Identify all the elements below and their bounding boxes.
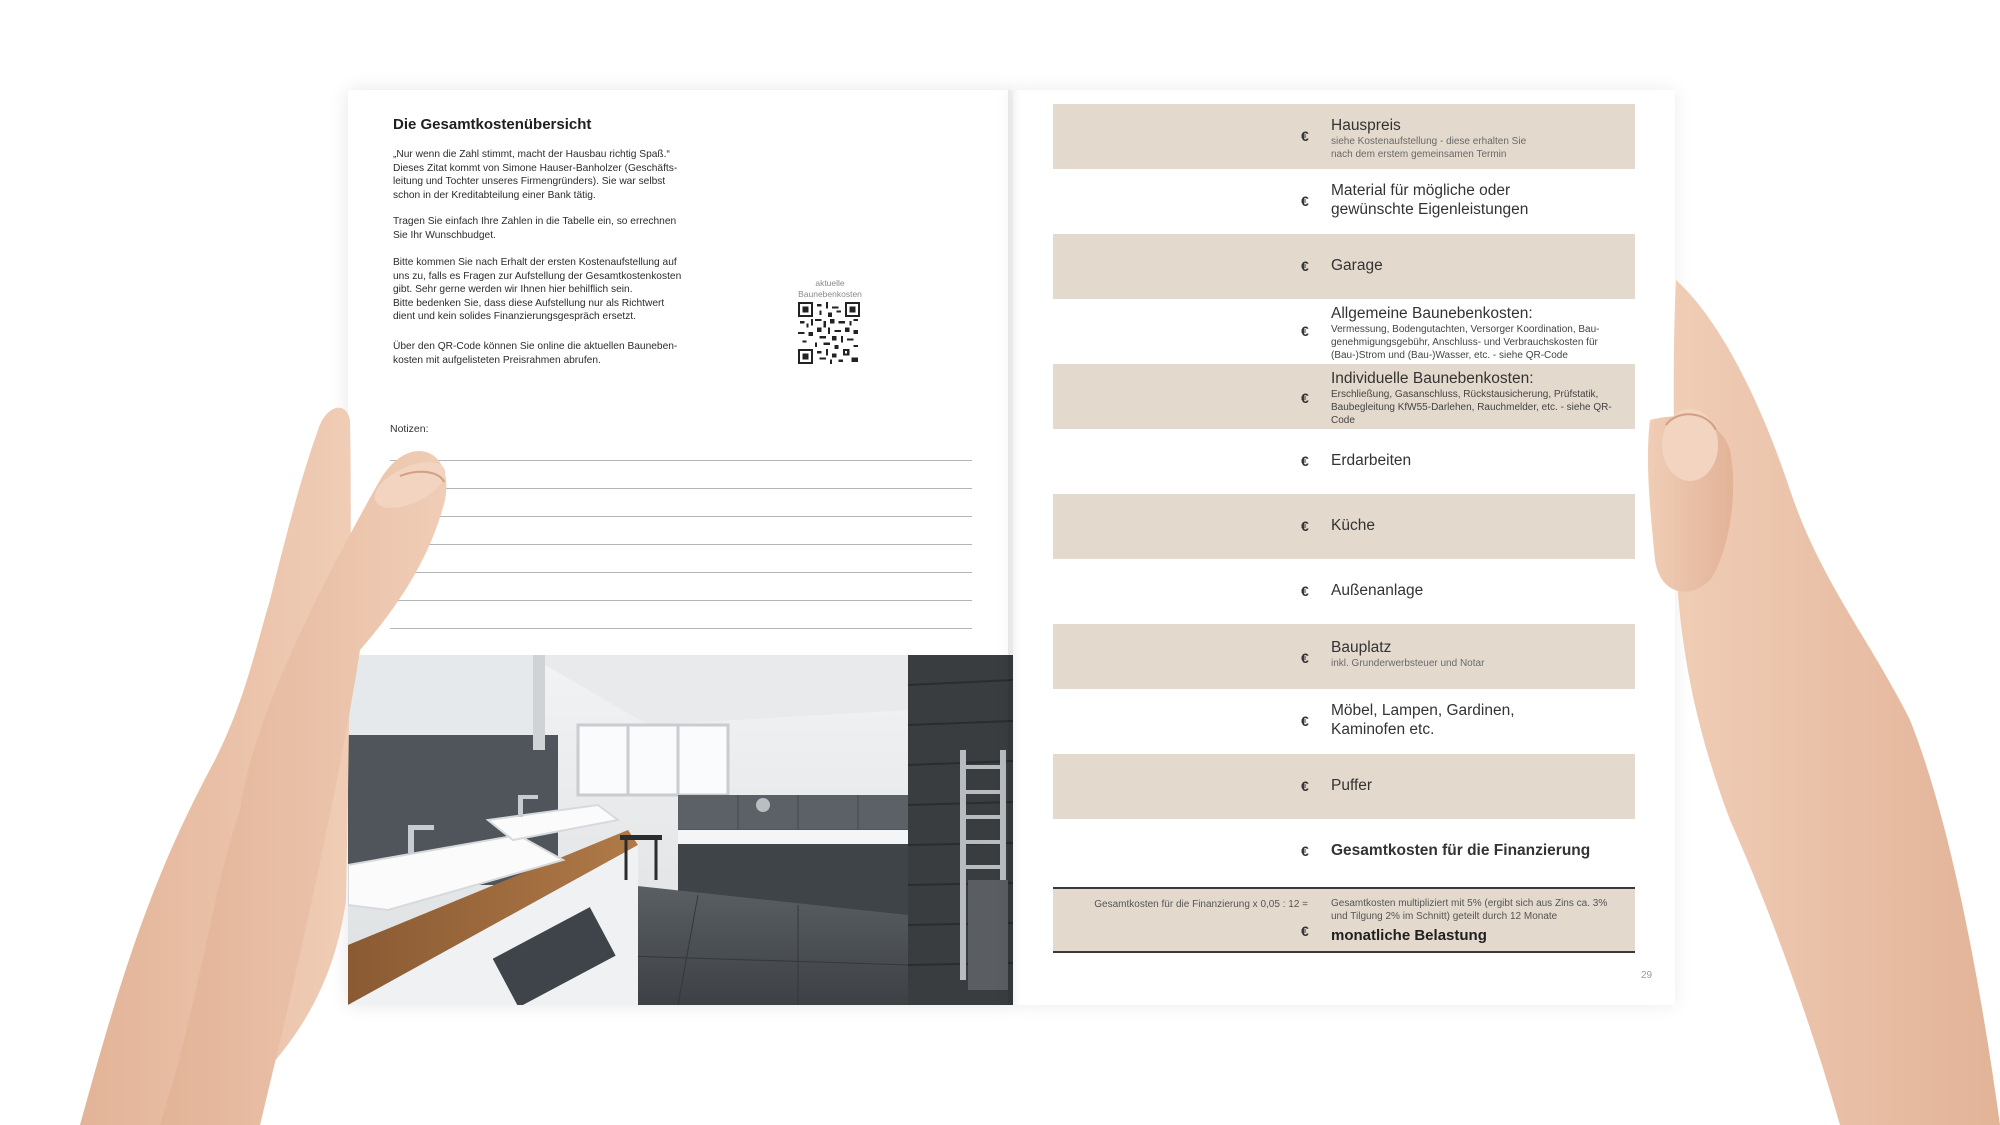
euro-symbol: € bbox=[1301, 518, 1309, 534]
description-line: Gesamtkosten multipliziert mit 5% (ergibt sich aus Zins ca. 3% bbox=[1331, 898, 1608, 909]
cost-row-hauspreis[interactable] bbox=[1053, 104, 1635, 169]
row-subtext: Baubegleitung KfW55-Darlehen, Rauchmelder, etc. - siehe QR- bbox=[1331, 402, 1612, 413]
cost-row-gesamtkosten[interactable] bbox=[1053, 819, 1635, 884]
row-subtext: Code bbox=[1331, 415, 1355, 426]
row-title: Bauplatz bbox=[1331, 639, 1392, 656]
euro-symbol: € bbox=[1301, 778, 1309, 794]
row-title: Küche bbox=[1331, 517, 1375, 534]
text-line: kosten mit aufgelisteten Preisrahmen abrufen. bbox=[393, 354, 601, 366]
text-line: dient und kein solides Finanzierungsgespräch ersetzt. bbox=[393, 311, 636, 323]
euro-symbol: € bbox=[1301, 713, 1309, 729]
row-subtext: inkl. Grunderwerbsteuer und Notar bbox=[1331, 658, 1485, 669]
note-line[interactable] bbox=[390, 488, 972, 489]
row-subtext: Vermessung, Bodengutachten, Versorger Koordination, Bau- bbox=[1331, 324, 1600, 335]
row-label bbox=[1331, 516, 1625, 535]
row-label bbox=[1331, 369, 1625, 427]
note-line[interactable] bbox=[390, 572, 972, 573]
row-title: Individuelle Baunebenkosten: bbox=[1331, 370, 1534, 387]
row-title: Außenanlage bbox=[1331, 582, 1424, 599]
right-hand-illustration bbox=[1610, 260, 2000, 1125]
row-label bbox=[1331, 256, 1625, 275]
row-title: Gesamtkosten für die Finanzierung bbox=[1331, 842, 1591, 859]
euro-symbol: € bbox=[1301, 323, 1309, 339]
monthly-payment-label: monatliche Belastung bbox=[1331, 927, 1487, 944]
text-line: „Nur wenn die Zahl stimmt, macht der Hausbau richtig Spaß.“ bbox=[393, 149, 670, 160]
row-title: Puffer bbox=[1331, 777, 1373, 794]
right-page bbox=[1013, 90, 1675, 1005]
row-subtext: Erschließung, Gasanschluss, Rückstausicherung, Prüfstatik, bbox=[1331, 389, 1599, 400]
note-line[interactable] bbox=[390, 544, 972, 545]
qr-label-line: Baunebenkosten bbox=[798, 289, 862, 299]
text-line: Bitte kommen Sie nach Erhalt der ersten Kostenaufstellung auf bbox=[393, 257, 677, 268]
cost-row-material[interactable] bbox=[1053, 169, 1635, 234]
row-label bbox=[1331, 776, 1625, 795]
row-title-line2: gewünschte Eigenleistungen bbox=[1331, 201, 1529, 218]
qr-label bbox=[790, 278, 870, 300]
euro-symbol: € bbox=[1301, 453, 1309, 469]
booklet-spine bbox=[1008, 90, 1020, 1005]
row-title: Erdarbeiten bbox=[1331, 452, 1412, 469]
euro-symbol: € bbox=[1301, 843, 1309, 859]
row-subtext: (Bau-)Strom und (Bau-)Wasser, etc. - siehe QR-Code bbox=[1331, 350, 1568, 361]
row-subtext: siehe Kostenaufstellung - diese erhalten Sie bbox=[1331, 136, 1527, 147]
row-title: Allgemeine Baunebenkosten: bbox=[1331, 305, 1533, 322]
note-line[interactable] bbox=[390, 460, 972, 461]
euro-symbol: € bbox=[1301, 193, 1309, 209]
cost-row-erdarbeiten[interactable] bbox=[1053, 429, 1635, 494]
text-line: Dieses Zitat kommt von Simone Hauser-Banholzer (Geschäfts- bbox=[393, 162, 678, 174]
cost-row-garage[interactable] bbox=[1053, 234, 1635, 299]
note-line[interactable] bbox=[390, 516, 972, 517]
euro-symbol: € bbox=[1301, 258, 1309, 274]
row-label bbox=[1331, 451, 1625, 470]
cost-row-puffer[interactable] bbox=[1053, 754, 1635, 819]
euro-symbol: € bbox=[1301, 923, 1309, 939]
euro-symbol: € bbox=[1301, 650, 1309, 666]
row-label bbox=[1331, 841, 1625, 860]
cost-row-aussenanlage[interactable] bbox=[1053, 559, 1635, 624]
row-title: Garage bbox=[1331, 257, 1383, 274]
page-title: Die Gesamtkostenübersicht bbox=[393, 116, 592, 133]
cost-row-bauplatz[interactable] bbox=[1053, 624, 1635, 689]
cost-row-kueche[interactable] bbox=[1053, 494, 1635, 559]
formula-label: Gesamtkosten für die Finanzierung x 0,05 : 12 = bbox=[1094, 899, 1308, 910]
row-subtext: nach dem erstem gemeinsamen Termin bbox=[1331, 149, 1507, 160]
note-line[interactable] bbox=[390, 628, 972, 629]
euro-symbol: € bbox=[1301, 583, 1309, 599]
row-label bbox=[1331, 701, 1625, 739]
row-title-line2: Kaminofen etc. bbox=[1331, 721, 1435, 738]
cost-row-individuelle-baunebenkosten[interactable] bbox=[1053, 364, 1635, 429]
note-line[interactable] bbox=[390, 600, 972, 601]
row-label bbox=[1331, 638, 1625, 670]
cost-row-allgemeine-baunebenkosten[interactable] bbox=[1053, 299, 1635, 364]
row-title: Material für mögliche oder bbox=[1331, 182, 1511, 199]
text-line: Über den QR-Code können Sie online die aktuellen Bauneben- bbox=[393, 341, 678, 352]
row-subtext: genehmigungsgebühr, Anschluss- und Verbrauchskosten für bbox=[1331, 337, 1598, 348]
row-label bbox=[1331, 181, 1625, 219]
page-number: 29 bbox=[1641, 970, 1653, 981]
text-line: uns zu, falls es Fragen zur Aufstellung der Gesamtkostenkosten bbox=[393, 270, 682, 282]
row-title: Hauspreis bbox=[1331, 117, 1401, 134]
euro-symbol: € bbox=[1301, 390, 1309, 406]
text-line: gibt. Sehr gerne werden wir Ihnen hier behilflich sein. bbox=[393, 284, 633, 296]
cost-row-moebel[interactable] bbox=[1053, 689, 1635, 754]
text-line: schon in der Kreditabteilung einer Bank tätig. bbox=[393, 189, 596, 201]
text-line: Tragen Sie einfach Ihre Zahlen in die Tabelle ein, so errechnen bbox=[393, 216, 677, 227]
left-hand-illustration bbox=[0, 180, 470, 1125]
description-line: und Tilgung 2% im Schnitt) geteilt durch 12 Monate bbox=[1331, 911, 1558, 922]
monthly-payment-row[interactable] bbox=[1053, 887, 1635, 953]
row-label bbox=[1331, 304, 1625, 362]
formula-description bbox=[1331, 897, 1631, 923]
text-line: leitung und Tochter unseres Firmengründers). Sie war selbst bbox=[393, 176, 666, 188]
text-line: Bitte bedenken Sie, dass diese Aufstellung nur als Richtwert bbox=[393, 297, 665, 309]
notes-label: Notizen: bbox=[390, 423, 429, 435]
qr-code-icon[interactable] bbox=[798, 302, 860, 364]
euro-symbol: € bbox=[1301, 128, 1309, 144]
qr-label-line: aktuelle bbox=[815, 278, 845, 288]
row-title: Möbel, Lampen, Gardinen, bbox=[1331, 702, 1515, 719]
row-label bbox=[1331, 581, 1625, 600]
text-line: Sie Ihr Wunschbudget. bbox=[393, 229, 496, 241]
row-label bbox=[1331, 116, 1625, 161]
